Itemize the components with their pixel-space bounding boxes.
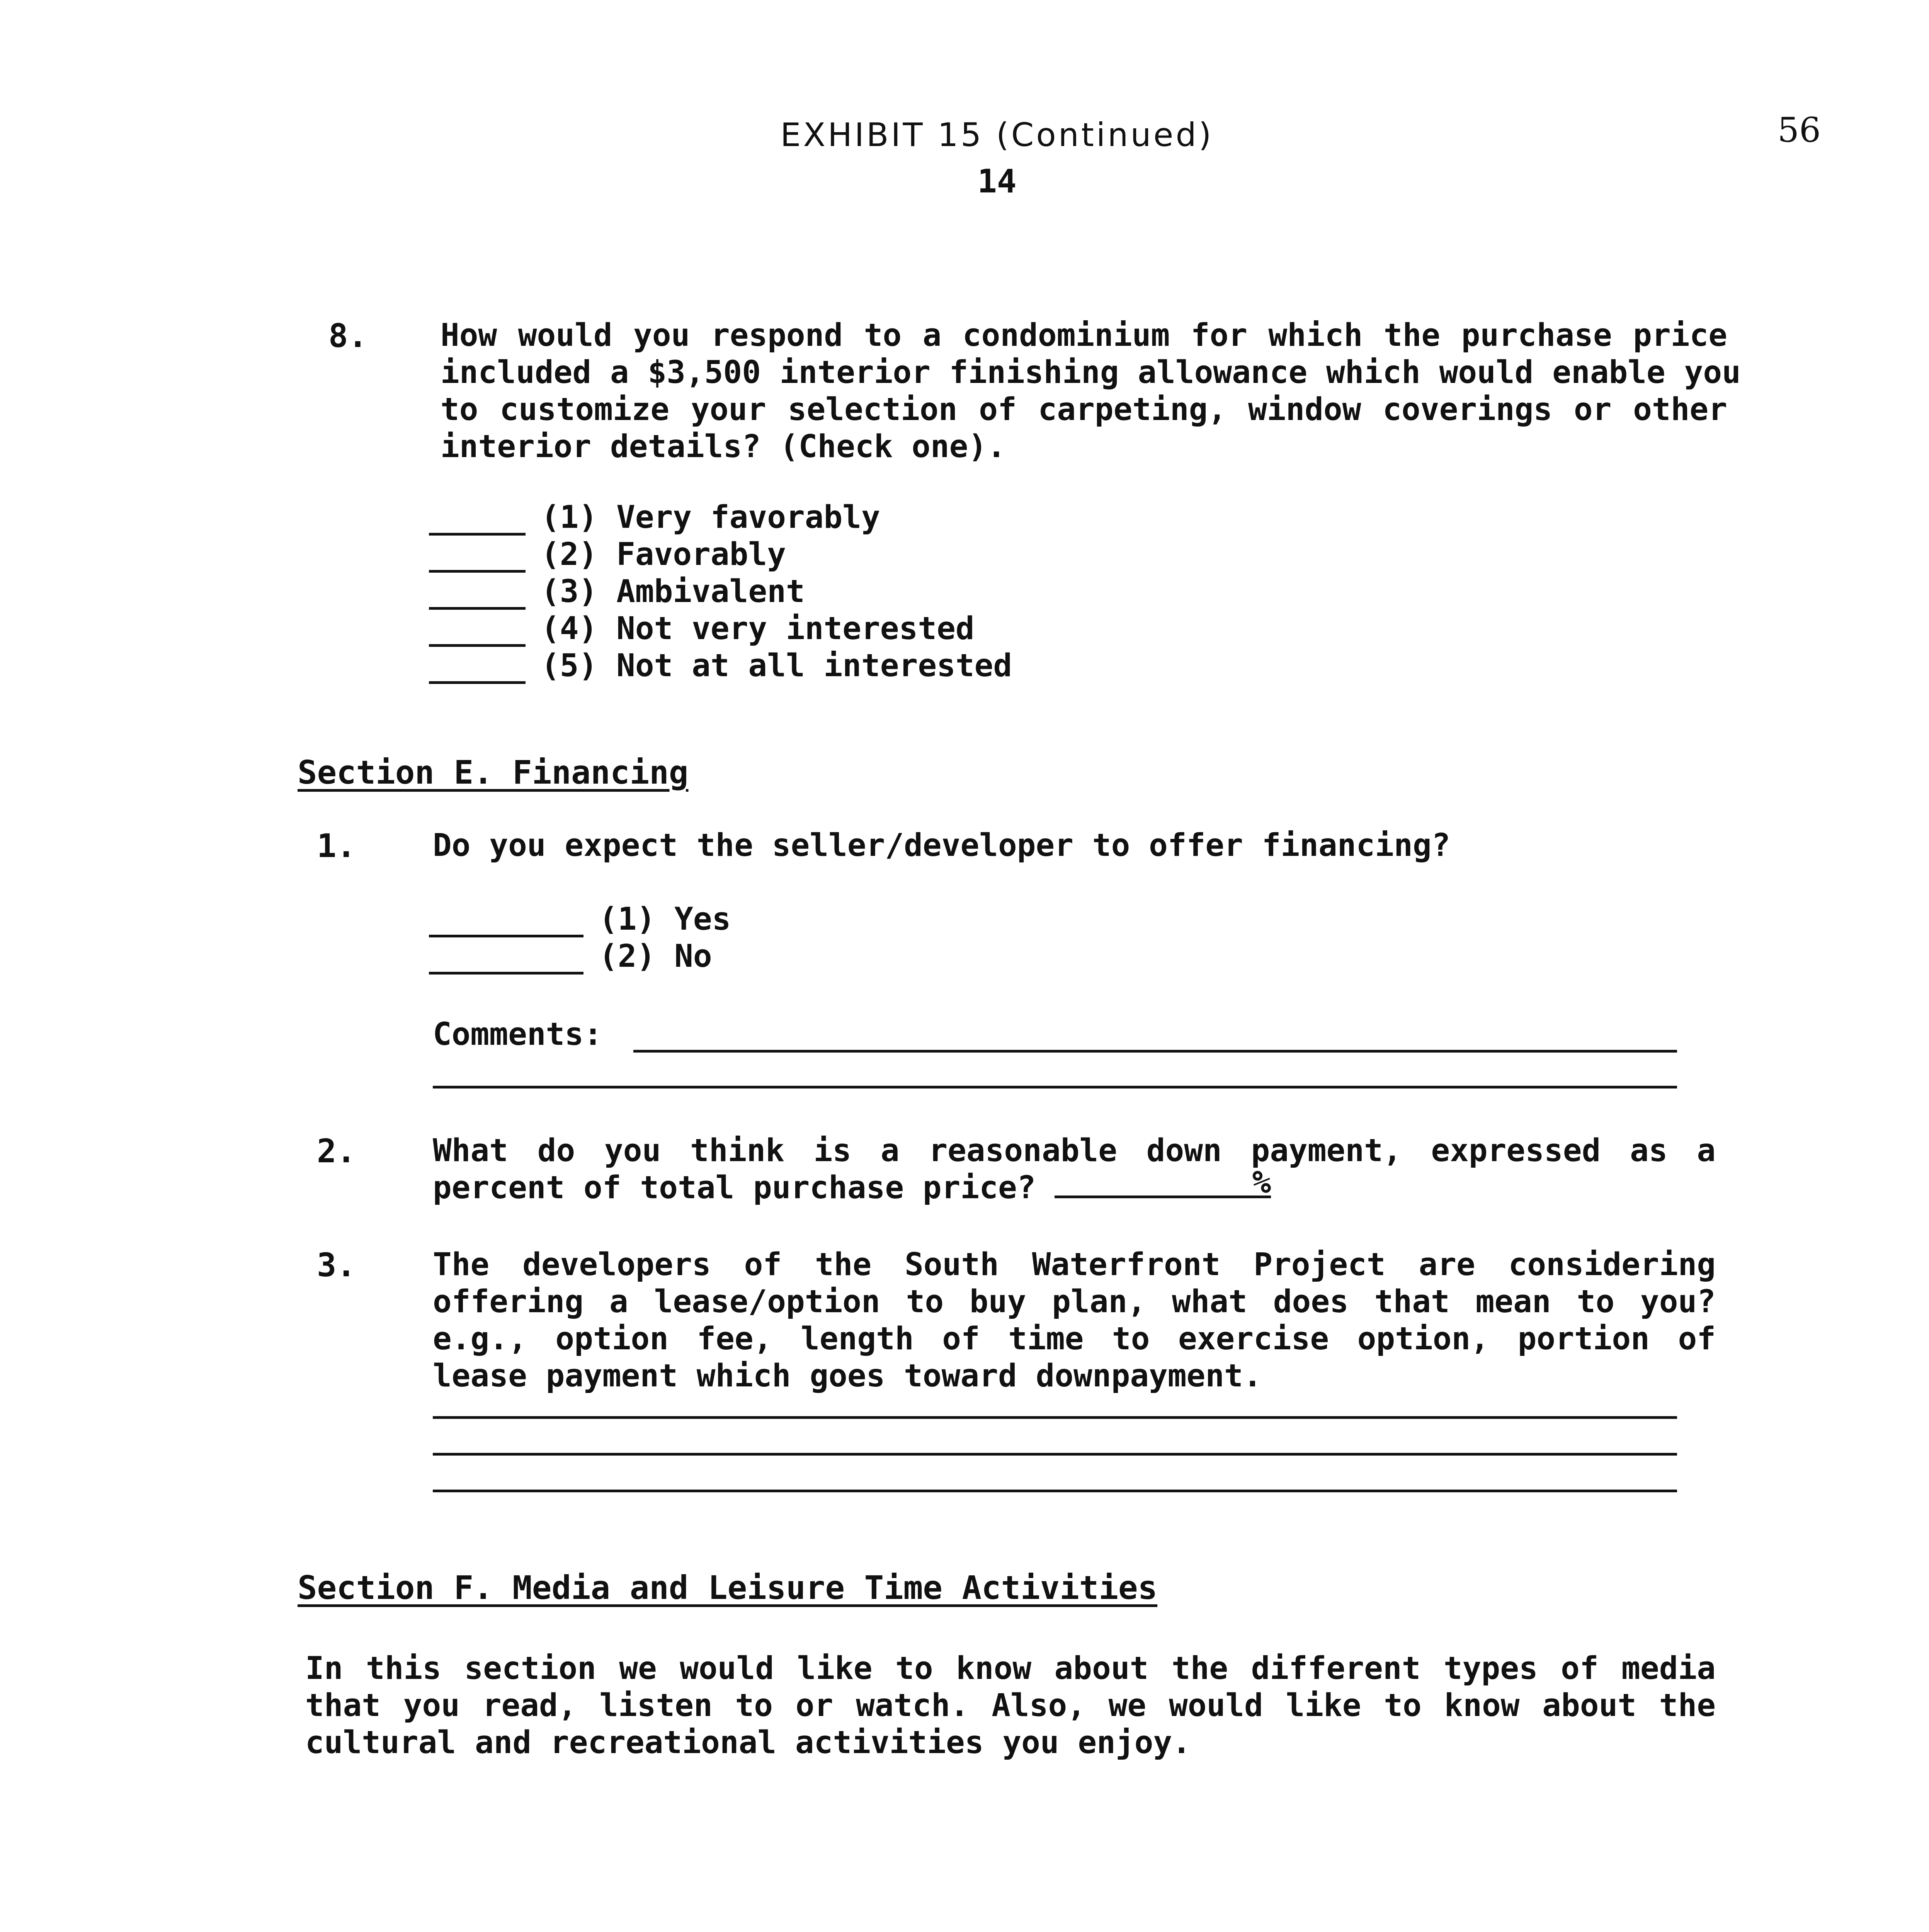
exhibit-title: EXHIBIT 15 (Continued) bbox=[780, 116, 1214, 154]
section-e-q2-text bbox=[433, 1132, 1716, 1206]
question-2-line: What do you think is a reasonable down payment, expressed as a bbox=[433, 1133, 1716, 1169]
section-f-line: that you read, listen to or watch. Also, we would like to know about the bbox=[305, 1687, 1716, 1724]
option-label: (3) Ambivalent bbox=[541, 573, 805, 610]
option-row bbox=[429, 937, 731, 975]
answer-line[interactable] bbox=[433, 1490, 1677, 1492]
question-2-line-text: percent of total purchase price? bbox=[433, 1170, 1036, 1206]
question-3-line: The developers of the South Waterfront Project are considering bbox=[433, 1247, 1716, 1283]
option-row bbox=[429, 498, 1012, 536]
option-label: (1) Yes bbox=[599, 901, 731, 937]
comments-field[interactable] bbox=[633, 1027, 1677, 1053]
answer-line[interactable] bbox=[433, 1453, 1677, 1456]
percent-sign: % bbox=[1252, 1164, 1271, 1201]
option-row bbox=[429, 900, 731, 937]
question-2-line bbox=[433, 1164, 1716, 1206]
question-8-text bbox=[441, 317, 1741, 465]
answer-blank[interactable] bbox=[429, 583, 526, 610]
option-row bbox=[429, 536, 1012, 573]
section-e-q3-number: 3. bbox=[317, 1246, 356, 1284]
section-f-line: In this section we would like to know about the different types of media bbox=[305, 1650, 1716, 1687]
question-8-options bbox=[429, 498, 1012, 684]
answer-line[interactable] bbox=[433, 1416, 1677, 1419]
section-e-q1-options bbox=[429, 900, 731, 975]
option-label: (1) Very favorably bbox=[541, 499, 880, 536]
comments-line[interactable] bbox=[433, 1086, 1677, 1088]
answer-blank[interactable] bbox=[429, 509, 526, 536]
answer-blank[interactable] bbox=[429, 657, 526, 684]
option-label: (5) Not at all interested bbox=[541, 648, 1012, 684]
page-number: 56 bbox=[1778, 110, 1821, 150]
answer-blank[interactable] bbox=[429, 911, 583, 937]
question-8-line: interior details? (Check one). bbox=[441, 429, 1006, 465]
comments-label: Comments: bbox=[433, 1016, 602, 1053]
section-f-line: cultural and recreational activities you enjoy. bbox=[305, 1725, 1191, 1761]
section-e-q2-number: 2. bbox=[317, 1132, 356, 1170]
question-3-line: offering a lease/option to buy plan, what does that mean to you? bbox=[433, 1284, 1716, 1320]
answer-blank[interactable] bbox=[429, 948, 583, 975]
option-row bbox=[429, 573, 1012, 610]
exhibit-subnumber: 14 bbox=[977, 162, 1017, 200]
option-label: (2) Favorably bbox=[541, 536, 786, 573]
down-payment-field[interactable] bbox=[1055, 1164, 1271, 1201]
option-row bbox=[429, 610, 1012, 647]
question-3-line: e.g., option fee, length of time to exercise option, portion of bbox=[433, 1321, 1716, 1357]
question-8-line: How would you respond to a condominium for which the purchase price bbox=[441, 317, 1727, 354]
answer-blank[interactable] bbox=[429, 546, 526, 573]
section-e-q1-text: Do you expect the seller/developer to offer financing? bbox=[433, 827, 1451, 864]
option-row bbox=[429, 647, 1012, 684]
comments-row bbox=[433, 1016, 1677, 1053]
answer-blank[interactable] bbox=[429, 620, 526, 647]
question-8-line: to customize your selection of carpeting, window coverings or other bbox=[441, 391, 1727, 428]
section-e-q1-number: 1. bbox=[317, 827, 356, 865]
option-label: (4) Not very interested bbox=[541, 611, 975, 647]
question-8-number: 8. bbox=[328, 317, 368, 355]
question-8-line: included a $3,500 interior finishing allowance which would enable you bbox=[441, 354, 1741, 391]
section-f-title: Section F. Media and Leisure Time Activities bbox=[298, 1569, 1158, 1607]
section-e-q3-text bbox=[433, 1246, 1716, 1395]
option-label: (2) No bbox=[599, 938, 712, 975]
question-3-line: lease payment which goes toward downpayment. bbox=[433, 1358, 1262, 1394]
section-e-title: Section E. Financing bbox=[298, 753, 689, 791]
section-f-intro bbox=[305, 1650, 1716, 1761]
